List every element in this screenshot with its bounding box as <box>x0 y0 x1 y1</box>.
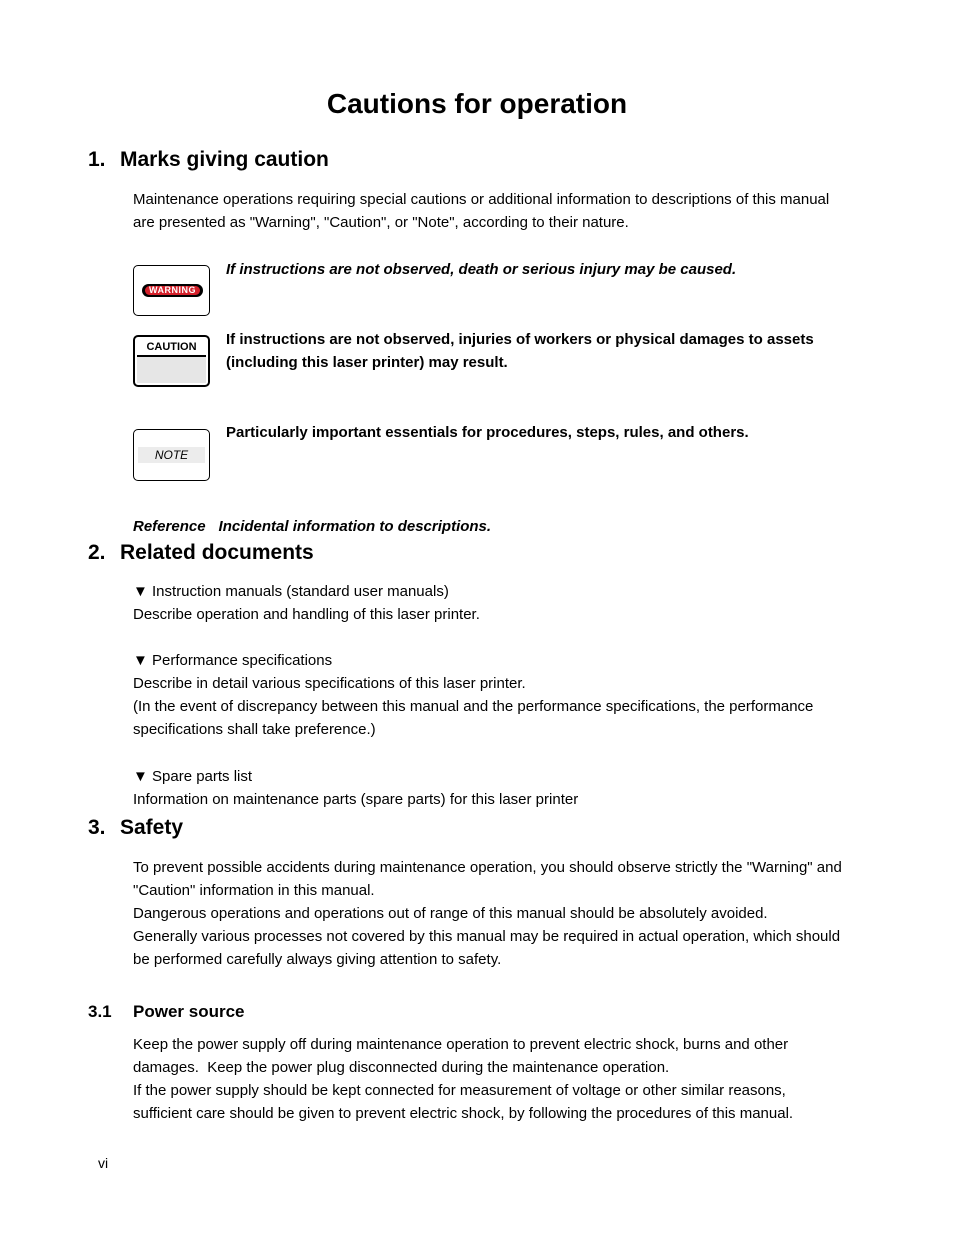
related-documents-list <box>133 580 868 811</box>
page-title: Cautions for operation <box>326 88 628 119</box>
section-1-intro <box>133 188 868 234</box>
subsection-3-1-heading <box>88 1002 245 1022</box>
document-item-line: specifications shall take preference.) <box>133 721 376 738</box>
paragraph-line: are presented as "Warning", "Caution", or "Note", according to their nature. <box>133 214 629 231</box>
paragraph-line: If instructions are not observed, injuries of workers or physical damages to assets <box>226 331 814 348</box>
section-number: 2. <box>88 541 106 564</box>
paragraph-line: If the power supply should be kept connected for measurement of voltage or other similar reasons, <box>133 1082 786 1099</box>
note-label: NOTE <box>138 447 205 463</box>
paragraph-line: (including this laser printer) may result. <box>226 354 508 371</box>
reference-line <box>133 518 491 535</box>
section-title: Safety <box>120 816 184 839</box>
section-number: 3. <box>88 816 106 839</box>
document-item-line: Information on maintenance parts (spare parts) for this laser printer <box>133 791 579 808</box>
power-source-paragraph <box>133 1033 868 1125</box>
document-item-line: Describe in detail various specifications of this laser printer. <box>133 675 526 692</box>
paragraph-line: To prevent possible accidents during maintenance operation, you should observe strictly the "Warning" and <box>133 859 842 876</box>
paragraph-line: "Caution" information in this manual. <box>133 882 375 899</box>
paragraph-line: Dangerous operations and operations out of range of this manual should be absolutely avoided. <box>133 905 768 922</box>
page-number: vi <box>98 1155 109 1171</box>
caution-label: CAUTION <box>137 339 206 357</box>
section-title: Marks giving caution <box>120 148 329 171</box>
document-item-line: (In the event of discrepancy between this manual and the performance specifications, the performance <box>133 698 814 715</box>
note-mark-icon <box>133 429 210 481</box>
paragraph-line: damages. Keep the power plug disconnected during the maintenance operation. <box>133 1059 670 1076</box>
reference-text: Incidental information to descriptions. <box>218 518 492 535</box>
caution-mark-icon <box>133 335 210 387</box>
document-item-title: ▼ Instruction manuals (standard user manuals) <box>133 583 449 600</box>
warning-mark-icon <box>133 265 210 316</box>
document-item-title: ▼ Performance specifications <box>133 652 333 669</box>
section-title: Related documents <box>120 541 314 564</box>
paragraph-line: be performed carefully always giving attention to safety. <box>133 951 502 968</box>
document-item-title: ▼ Spare parts list <box>133 768 253 785</box>
section-number: 1. <box>88 148 106 171</box>
reference-label: Reference <box>133 518 206 535</box>
note-description: Particularly important essentials for procedures, steps, rules, and others. <box>226 424 749 441</box>
subsection-title: Power source <box>133 1002 245 1021</box>
section-3-heading <box>88 816 183 840</box>
section-1-heading <box>88 148 329 172</box>
paragraph-line: sufficient care should be given to prevent electric shock, by following the procedures of this manual. <box>133 1105 794 1122</box>
warning-description: If instructions are not observed, death or serious injury may be caused. <box>226 261 737 278</box>
section-2-heading <box>88 541 314 565</box>
caution-description <box>226 328 866 374</box>
paragraph-line: Keep the power supply off during maintenance operation to prevent electric shock, burns and other <box>133 1036 789 1053</box>
paragraph-line: Maintenance operations requiring special cautions or additional information to descriptions of this manual <box>133 191 830 208</box>
warning-label: WARNING <box>145 286 200 295</box>
subsection-number: 3.1 <box>88 1002 112 1021</box>
paragraph-line: Generally various processes not covered by this manual may be required in actual operation, which should <box>133 928 841 945</box>
document-item-line: Describe operation and handling of this laser printer. <box>133 606 480 623</box>
safety-paragraph <box>133 856 868 971</box>
